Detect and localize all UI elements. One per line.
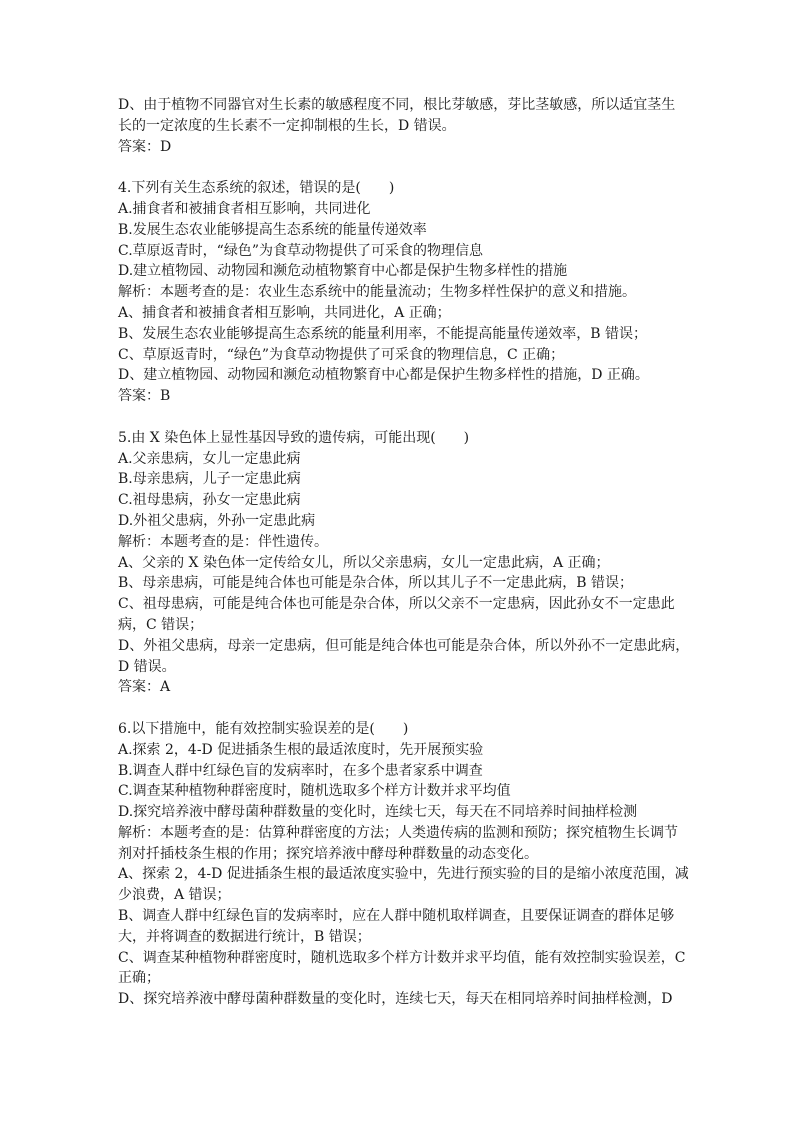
question-stem: 6.以下措施中，能有效控制实验误差的是( ) xyxy=(118,720,409,737)
analysis-line: D、探究培养液中酵母菌种群数量的变化时，连续七天，每天在相同培养时间抽样检测，D xyxy=(118,991,673,1008)
analysis-line: C、调查某种植物种群密度时，随机选取多个样方计数并求平均值，能有效控制实验误差，C xyxy=(118,949,686,966)
analysis-line: C、草原返青时，“绿色”为食草动物提供了可采食的物理信息，C 正确； xyxy=(118,346,565,363)
analysis-line: 少浪费，A 错误； xyxy=(118,887,231,904)
option-a: A.探索 2，4-D 促进插条生根的最适浓度时，先开展预实验 xyxy=(118,741,484,758)
analysis-line: B、母亲患病，可能是纯合体也可能是杂合体，所以其儿子不一定患此病，B 错误； xyxy=(118,575,634,592)
option-d: D.建立植物园、动物园和濒危动植物繁育中心都是保护生物多样性的措施 xyxy=(118,263,568,280)
question-stem: 5.由 X 染色体上显性基因导致的遗传病，可能出现( ) xyxy=(118,429,470,446)
analysis-line: A、父亲的 X 染色体一定传给女儿，所以父亲患病，女儿一定患此病，A 正确； xyxy=(118,554,610,571)
option-d: D.外祖父患病，外孙一定患此病 xyxy=(118,512,316,529)
answer-line: 答案：D xyxy=(118,138,172,155)
analysis-line: 解析：本题考查的是：估算种群密度的方法；人类遗传病的监测和预防；探究植物生长调节 xyxy=(118,824,678,841)
option-c: C.祖母患病，孙女一定患此病 xyxy=(118,492,301,509)
analysis-line: 正确； xyxy=(118,970,160,987)
question-4 xyxy=(118,178,718,407)
analysis-line: 剂对扦插枝条生根的作用；探究培养液中酵母种群数量的动态变化。 xyxy=(118,845,538,862)
option-c: C.草原返青时，“绿色”为食草动物提供了可采食的物理信息 xyxy=(118,242,483,259)
question-6 xyxy=(118,719,718,1010)
option-d: D.探究培养液中酵母菌种群数量的变化时，连续七天，每天在不同培养时间抽样检测 xyxy=(118,804,638,821)
option-b: B.母亲患病，儿子一定患此病 xyxy=(118,471,301,488)
option-c: C.调查某种植物种群密度时，随机选取多个样方计数并求平均值 xyxy=(118,783,511,800)
analysis-line: A、探索 2，4-D 促进插条生根的最适浓度实验中，先进行预实验的目的是缩小浓度范围，减 xyxy=(118,866,689,883)
analysis-line: B、调查人群中红绿色盲的发病率时，应在人群中随机取样调查，且要保证调查的群体足够 xyxy=(118,908,675,925)
previous-question-tail xyxy=(118,95,718,157)
explanation-line: 长的一定浓度的生长素不一定抑制根的生长，D 错误。 xyxy=(118,117,456,134)
document-page xyxy=(118,95,718,1010)
analysis-line: C、祖母患病，可能是纯合体也可能是杂合体，所以父亲不一定患病，因此孙女不一定患此 xyxy=(118,596,675,613)
analysis-line: A、捕食者和被捕食者相互影响，共同进化，A 正确； xyxy=(118,304,451,321)
analysis-line: D、建立植物园、动物园和濒危动植物繁育中心都是保护生物多样性的措施，D 正确。 xyxy=(118,367,649,384)
analysis-line: 解析：本题考查的是：农业生态系统中的能量流动；生物多样性保护的意义和措施。 xyxy=(118,284,636,301)
question-5 xyxy=(118,428,718,698)
analysis-line: D 错误。 xyxy=(118,658,176,675)
explanation-line: D、由于植物不同器官对生长素的敏感程度不同，根比芽敏感，芽比茎敏感，所以适宜茎生 xyxy=(118,97,676,113)
answer-line: 答案：B xyxy=(118,388,171,405)
option-b: B.调查人群中红绿色盲的发病率时，在多个患者家系中调查 xyxy=(118,762,483,779)
analysis-line: 大，并将调查的数据进行统计，B 错误； xyxy=(118,928,371,945)
analysis-line: 解析：本题考查的是：伴性遗传。 xyxy=(118,533,328,550)
option-a: A.父亲患病，女儿一定患此病 xyxy=(118,450,301,467)
option-b: B.发展生态农业能够提高生态系统的能量传递效率 xyxy=(118,221,427,238)
analysis-line: B、发展生态农业能够提高生态系统的能量利用率，不能提高能量传递效率，B 错误； xyxy=(118,325,648,342)
analysis-line: 病，C 错误； xyxy=(118,616,204,633)
analysis-line: D、外祖父患病，母亲一定患病，但可能是纯合体也可能是杂合体，所以外孙不一定患此病， xyxy=(118,637,690,654)
question-stem: 4.下列有关生态系统的叙述，错误的是( ) xyxy=(118,180,395,197)
option-a: A.捕食者和被捕食者相互影响，共同进化 xyxy=(118,200,371,217)
answer-line: 答案：A xyxy=(118,679,171,696)
